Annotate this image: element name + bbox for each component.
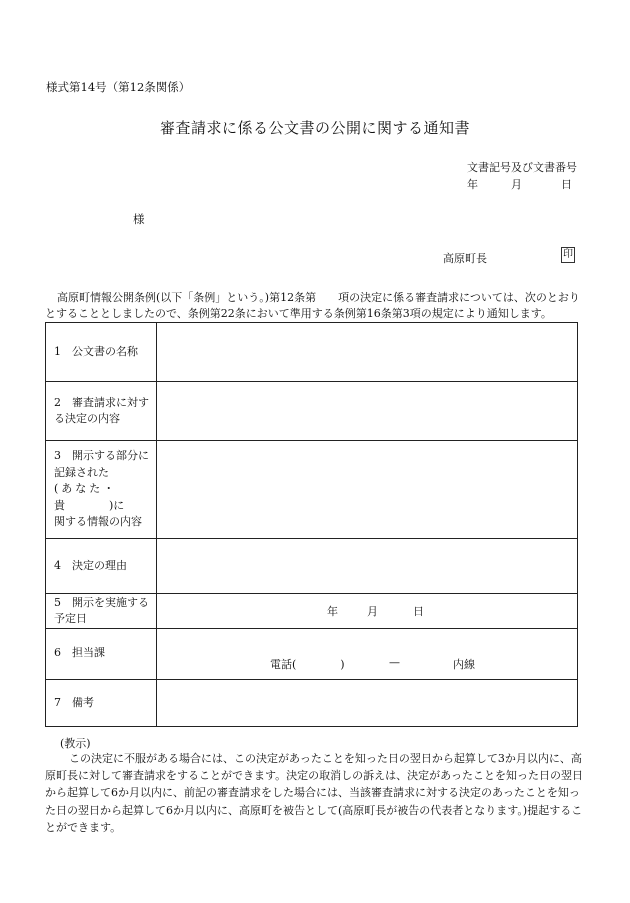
issue-month-label: 月 bbox=[511, 178, 522, 191]
issue-year-label: 年 bbox=[467, 178, 478, 191]
form-number: 様式第14号（第12条関係） bbox=[46, 80, 191, 94]
scheduled-day-label: 日 bbox=[413, 605, 424, 618]
row-label-disclosed-part-line2: (あなた・ bbox=[54, 482, 118, 496]
table-row bbox=[46, 680, 578, 727]
addressee-suffix: 様 bbox=[133, 212, 145, 226]
scheduled-month-label: 月 bbox=[367, 605, 378, 618]
table-row bbox=[46, 441, 578, 539]
scheduled-year-label: 年 bbox=[327, 605, 338, 618]
seal-mark: 印 bbox=[561, 247, 575, 263]
table-row bbox=[46, 382, 578, 441]
row-label-department: 6 担当課 bbox=[46, 629, 157, 680]
document-title: 審査請求に係る公文書の公開に関する通知書 bbox=[159, 119, 470, 137]
row-value-remarks bbox=[157, 680, 578, 727]
issue-day-label: 日 bbox=[561, 178, 572, 191]
row-label-reason: 4 決定の理由 bbox=[46, 539, 157, 594]
table-row bbox=[46, 539, 578, 594]
row-value-department bbox=[157, 629, 578, 680]
table-row bbox=[46, 629, 578, 680]
intro-paragraph: 高原町情報公開条例(以下「条例」という。)第12条第 項の決定に係る審査請求については、次のとおりとすることとしましたので、条例第22条において準用する条例第16条第3項の規定により通知します。 bbox=[45, 291, 580, 320]
row-value-reason bbox=[157, 539, 578, 594]
row-value-document-name bbox=[157, 323, 578, 382]
row-label-remarks: 7 備考 bbox=[46, 680, 157, 727]
phone-dash: — bbox=[389, 656, 400, 669]
table-row bbox=[46, 323, 578, 382]
table-row bbox=[46, 594, 578, 629]
row-value-scheduled-date bbox=[157, 594, 578, 629]
row-label-document-name: 1 公文書の名称 bbox=[46, 323, 157, 382]
phone-label: 電話( ) bbox=[270, 658, 345, 671]
notice-table bbox=[45, 322, 578, 727]
row-label-disclosed-part-line3: 貴 )に bbox=[54, 498, 125, 512]
doc-number-label: 文書記号及び文書番号 bbox=[467, 161, 577, 174]
issue-date bbox=[467, 176, 577, 190]
row-label-disclosed-part-line4: 関する情報の内容 bbox=[54, 515, 142, 529]
row-value-disclosed-part bbox=[157, 441, 578, 539]
row-label-disclosed-part-line1: 3 開示する部分に記録された bbox=[54, 449, 149, 479]
row-label-scheduled-date: 5 開示を実施する予定日 bbox=[46, 594, 157, 629]
row-label-decision-content: 2 審査請求に対する決定の内容 bbox=[46, 382, 157, 441]
notice-heading: (教示) bbox=[60, 737, 91, 750]
extension-label: 内線 bbox=[453, 658, 475, 671]
mayor-label: 高原町長 bbox=[443, 252, 487, 265]
notice-body: この決定に不服がある場合には、この決定があったことを知った日の翌日から起算して3か月以内に、高原町長に対して審査請求をすることができます。決定の取消しの訴えは、決定があったことを知った日の翌日から起算して6か月以内に、前記の審査請求をした場合には、当該審査請求に対する決定のあったことを知った日の翌日から起算して6か月以内に、高原町を被告として(高原町長が被告の代表者となります。)提起することができます。 bbox=[45, 752, 584, 834]
row-value-decision-content bbox=[157, 382, 578, 441]
row-label-disclosed-part bbox=[46, 441, 157, 539]
